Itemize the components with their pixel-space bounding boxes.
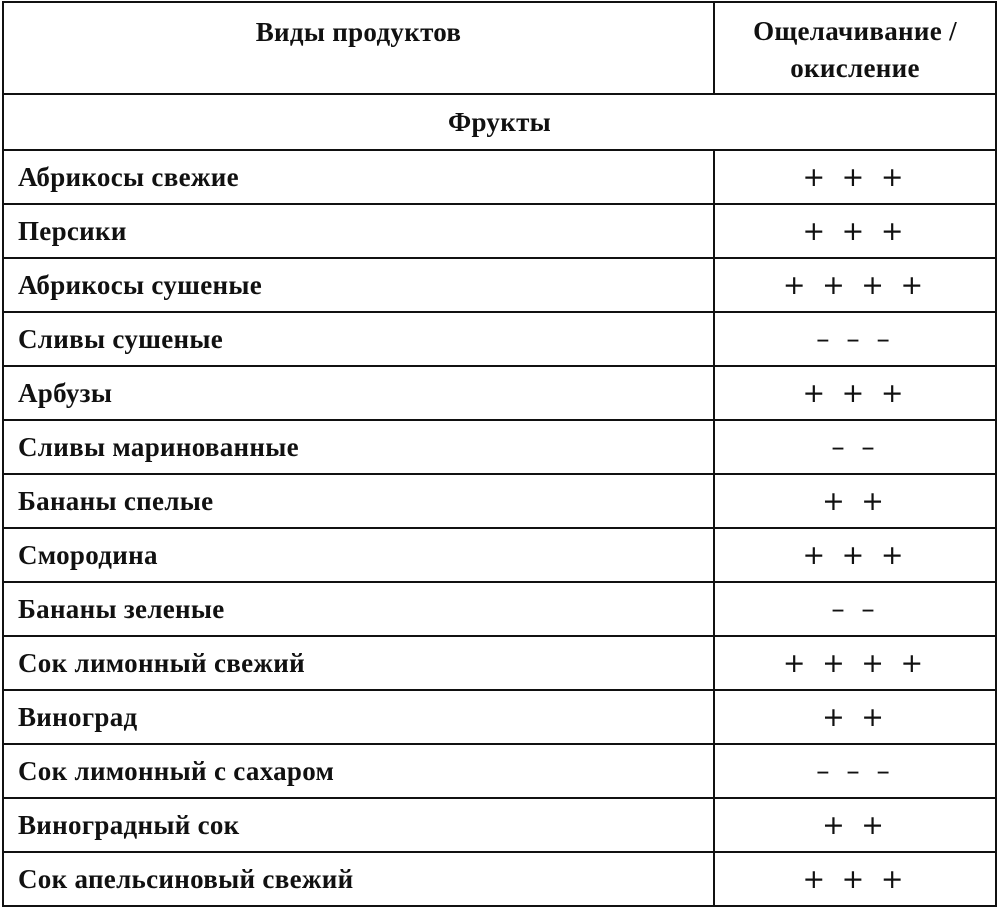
product-table [4, 3, 995, 906]
table-row [4, 366, 995, 420]
header-alkaline-line1: Ощелачивание / [753, 16, 957, 46]
product-name: Сок апельсиновый свежий [4, 852, 714, 906]
ph-mark: + + + + [714, 258, 995, 312]
table-row [4, 204, 995, 258]
table-row [4, 474, 995, 528]
product-table-frame [2, 1, 997, 907]
table-row [4, 582, 995, 636]
ph-mark: + + + [714, 852, 995, 906]
header-alkaline-acidic [714, 3, 995, 94]
table-row [4, 744, 995, 798]
header-alkaline-line2: окисление [790, 53, 920, 83]
ph-mark: – – [714, 420, 995, 474]
table-row [4, 420, 995, 474]
table-row [4, 636, 995, 690]
ph-mark: + + [714, 690, 995, 744]
ph-mark: + + + [714, 204, 995, 258]
product-name: Виноград [4, 690, 714, 744]
product-name: Персики [4, 204, 714, 258]
product-name: Абрикосы свежие [4, 150, 714, 204]
table-row [4, 312, 995, 366]
product-name: Сливы сушеные [4, 312, 714, 366]
ph-mark: – – – [714, 744, 995, 798]
product-name: Арбузы [4, 366, 714, 420]
product-name: Сок лимонный свежий [4, 636, 714, 690]
product-name: Бананы спелые [4, 474, 714, 528]
section-title-fruits: Фрукты [4, 94, 995, 150]
ph-mark: – – – [714, 312, 995, 366]
table-row [4, 258, 995, 312]
table-row [4, 690, 995, 744]
table-row [4, 798, 995, 852]
header-product-type: Виды продуктов [4, 3, 714, 94]
ph-mark: + + [714, 474, 995, 528]
table-row [4, 150, 995, 204]
table-row [4, 528, 995, 582]
product-name: Сок лимонный с сахаром [4, 744, 714, 798]
ph-mark: + + + [714, 150, 995, 204]
ph-mark: + + + [714, 366, 995, 420]
product-name: Абрикосы сушеные [4, 258, 714, 312]
ph-mark: – – [714, 582, 995, 636]
product-name: Смородина [4, 528, 714, 582]
ph-mark: + + [714, 798, 995, 852]
product-name: Сливы маринованные [4, 420, 714, 474]
product-name: Виноградный сок [4, 798, 714, 852]
ph-mark: + + + + [714, 636, 995, 690]
table-header-row [4, 3, 995, 94]
ph-mark: + + + [714, 528, 995, 582]
product-name: Бананы зеленые [4, 582, 714, 636]
table-row [4, 852, 995, 906]
section-row [4, 94, 995, 150]
